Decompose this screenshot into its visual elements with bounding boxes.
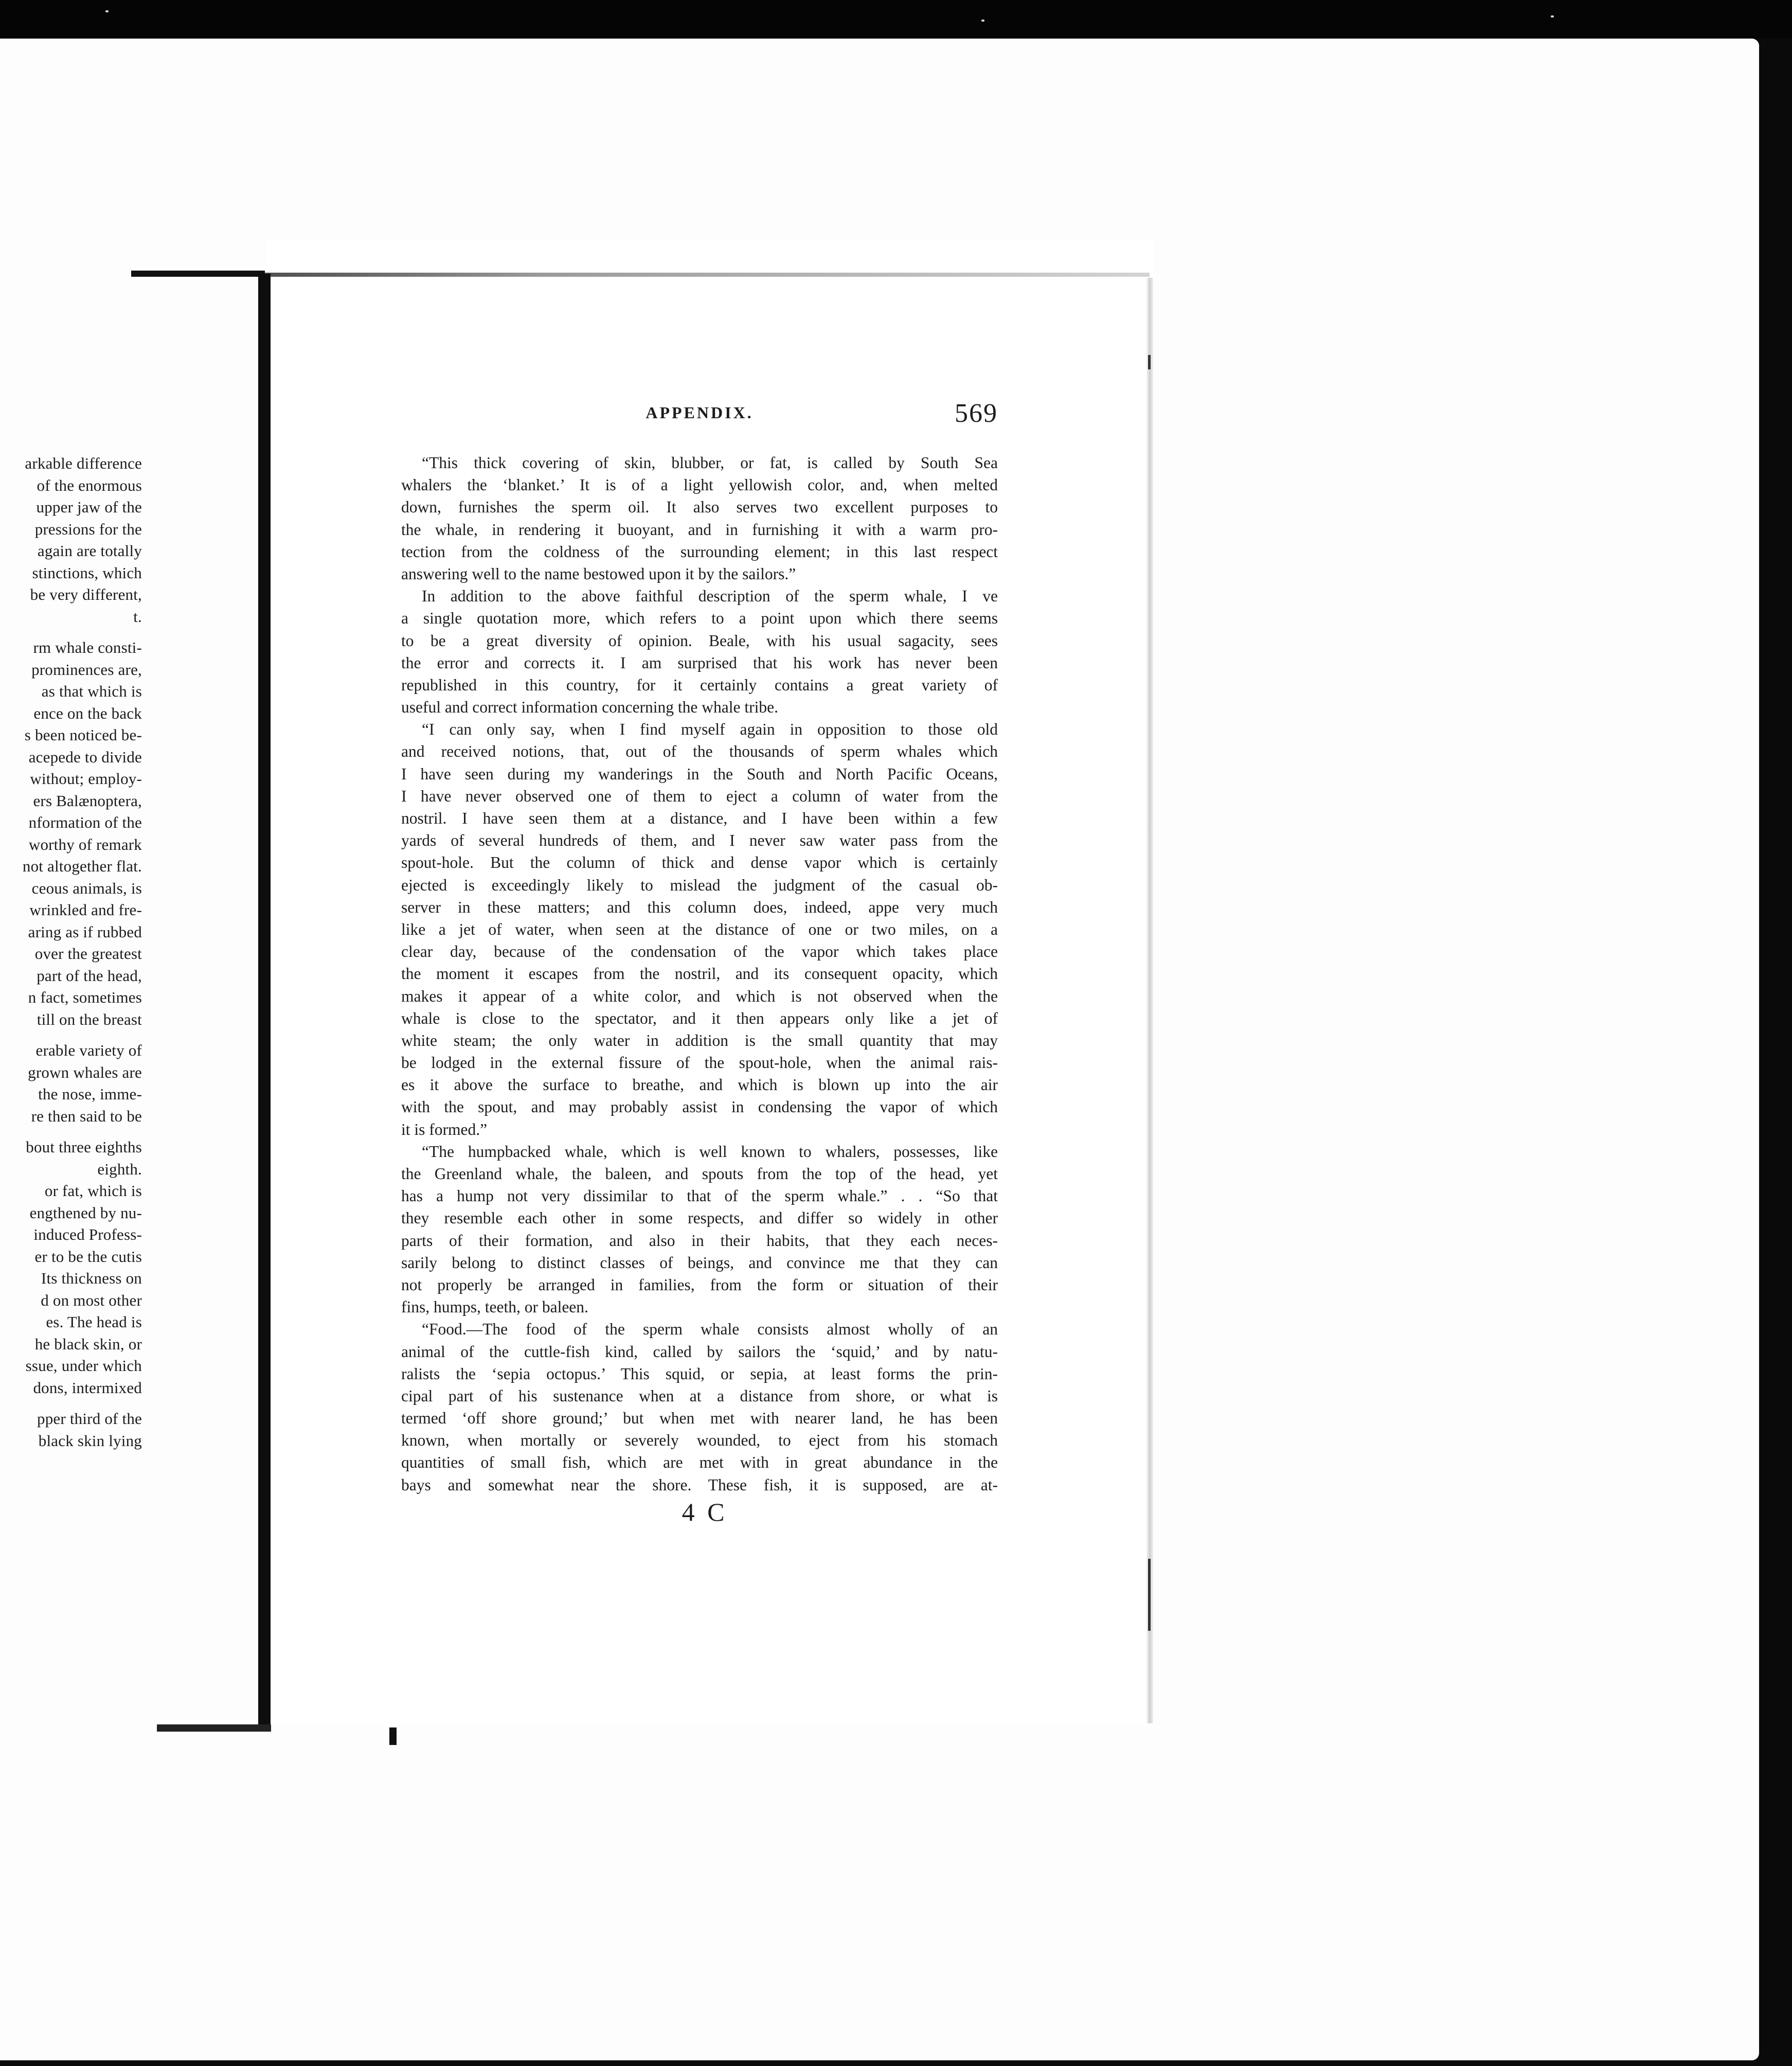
facing-text-line: again are totally [37, 542, 142, 560]
text-line: it is formed.” [401, 1120, 488, 1138]
text-line: fins, humps, teeth, or baleen. [401, 1298, 588, 1316]
facing-text-line: rm whale consti- [33, 638, 142, 656]
film-top-border [0, 0, 1792, 39]
text-line: “This thick covering of skin, blubber, or fat, is called by South Sea [422, 454, 998, 472]
text-line: In addition to the above faithful description of the sperm whale, I ve [422, 587, 998, 605]
text-line: “Food.—The food of the sperm whale consists almost wholly of an [422, 1320, 998, 1339]
facing-text-line: ssue, under which [25, 1357, 142, 1375]
facing-text-line: wrinkled and fre- [29, 901, 142, 919]
facing-text-line: er to be the cutis [34, 1247, 142, 1266]
page-top-edge-dark [131, 271, 265, 277]
text-line: and received notions, that, out of the thousands of sperm whales which [401, 742, 998, 761]
facing-text-line: bout three eighths [26, 1138, 142, 1156]
facing-text-line: till on the breast [37, 1010, 142, 1028]
text-line: es it above the surface to breathe, and which is blown up into the air [401, 1076, 998, 1094]
text-line: they resemble each other in some respects, and differ so widely in other [401, 1209, 998, 1227]
text-line: with the spout, and may probably assist in condensing the vapor of which [401, 1098, 998, 1116]
facing-text-line: erable variety of [35, 1041, 142, 1059]
text-line: animal of the cuttle-fish kind, called by sailors the ‘squid,’ and by natu- [401, 1342, 998, 1361]
facing-text-line: grown whales are [28, 1063, 142, 1081]
text-line: ejected is exceedingly likely to mislead the judgment of the casual ob- [401, 876, 998, 894]
text-line: like a jet of water, when seen at the distance of one or two miles, on a [401, 920, 998, 938]
facing-text-line: ers Balænoptera, [33, 791, 142, 810]
text-line: server in these matters; and this column does, indeed, appe very much [401, 898, 998, 916]
page-body-text [401, 452, 998, 1496]
facing-text-line: n fact, sometimes [28, 988, 142, 1006]
facing-text-line: eighth. [97, 1160, 142, 1178]
text-line: has a hump not very dissimilar to that of the sperm whale.” . . “So that [401, 1187, 998, 1205]
text-line: useful and correct information concerning the whale tribe. [401, 698, 778, 717]
signature-mark: 4 C [682, 1498, 728, 1526]
facing-text-line: without; employ- [30, 770, 142, 788]
film-speck [105, 10, 109, 12]
text-line: whalers the ‘blanket.’ It is of a light yellowish color, and, when melted [401, 476, 998, 494]
facing-text-line: black skin lying [38, 1431, 142, 1450]
facing-text-line: nformation of the [28, 813, 142, 831]
text-line: ralists the ‘sepia octopus.’ This squid, or sepia, at least forms the prin- [401, 1364, 998, 1383]
text-line: the error and corrects it. I am surprised that his work has never been [401, 653, 998, 672]
text-line: “I can only say, when I find myself again in opposition to those old [422, 720, 998, 739]
facing-text-line: acepede to divide [28, 747, 142, 766]
paragraph-gap [0, 1399, 142, 1408]
running-title: APPENDIX. [646, 403, 754, 422]
facing-text-line: worthy of remark [28, 835, 142, 853]
text-line: cipal part of his sustenance when at a distance from shore, or what is [401, 1386, 998, 1405]
facing-text-line: as that which is [41, 682, 142, 700]
text-line: clear day, because of the condensation of the vapor which takes place [401, 942, 998, 961]
facing-text-line: ence on the back [33, 704, 142, 722]
text-line: known, when mortally or severely wounded, to eject from his stomach [401, 1431, 998, 1450]
text-line: yards of several hundreds of them, and I never saw water pass from the [401, 831, 998, 850]
facing-text-line: aring as if rubbed [28, 922, 142, 941]
facing-text-line: pper third of the [37, 1410, 142, 1428]
film-speck [981, 20, 984, 22]
facing-text-line: arkable difference [25, 454, 142, 472]
page-bottom-mark [389, 1727, 397, 1745]
facing-text-line: prominences are, [31, 660, 142, 679]
facing-text-line: stinctions, which [32, 563, 142, 582]
facing-text-line: re then said to be [31, 1107, 142, 1125]
facing-text-line: or fat, which is [44, 1182, 142, 1200]
text-line: white steam; the only water in addition is the small quantity that may [401, 1031, 998, 1049]
facing-text-line: t. [133, 607, 142, 626]
page-right-edge [1146, 278, 1153, 1723]
text-line: answering well to the name bestowed upon it by the sailors.” [401, 564, 796, 583]
facing-text-line: es. The head is [46, 1313, 142, 1331]
text-line: the Greenland whale, the baleen, and spouts from the top of the head, yet [401, 1165, 998, 1183]
facing-page-fragment [0, 453, 142, 1482]
film-speck [1551, 15, 1554, 17]
facing-text-line: not altogether flat. [22, 857, 142, 875]
paragraph-gap [0, 1030, 142, 1040]
text-line: nostril. I have seen them at a distance, and I have been within a few [401, 809, 998, 827]
facing-text-line: engthened by nu- [29, 1203, 142, 1222]
facing-text-line: Its thickness on [41, 1269, 142, 1287]
page-bottom-edge [157, 1724, 271, 1732]
text-line: “The humpbacked whale, which is well known to whalers, possesses, like [422, 1142, 998, 1161]
text-line: sarily belong to distinct classes of beings, and convince me that they can [401, 1253, 998, 1272]
text-line: republished in this country, for it certainly contains a great variety of [401, 675, 998, 694]
text-line: quantities of small fish, which are met with in great abundance in the [401, 1453, 998, 1472]
facing-text-line: of the enormous [37, 476, 142, 494]
page-top-edge [131, 273, 1150, 277]
text-line: to be a great diversity of opinion. Beale, with his usual sagacity, sees [401, 631, 998, 650]
text-line: makes it appear of a white color, and which is not observed when the [401, 987, 998, 1005]
text-line: whale is close to the spectator, and it then appears only like a jet of [401, 1009, 998, 1027]
paragraph-gap [0, 628, 142, 637]
text-line: termed ‘off shore ground;’ but when met with nearer land, he has been [401, 1409, 998, 1428]
facing-text-line: d on most other [41, 1291, 142, 1309]
facing-text-line: he black skin, or [34, 1334, 142, 1353]
facing-text-line: over the greatest [34, 945, 142, 963]
text-line: tection from the coldness of the surrounding element; in this last respect [401, 542, 998, 561]
book-gutter [258, 274, 271, 1724]
facing-text-line: part of the head, [37, 966, 142, 985]
text-line: spout-hole. But the column of thick and dense vapor which is certainly [401, 853, 998, 872]
text-line: the whale, in rendering it buoyant, and in furnishing it with a warm pro- [401, 520, 998, 539]
facing-text-line: ceous animals, is [31, 879, 142, 897]
text-line: down, furnishes the sperm oil. It also serves two excellent purposes to [401, 498, 998, 516]
edge-blemish [1148, 355, 1151, 369]
paragraph-gap [0, 1127, 142, 1136]
text-line: parts of their formation, and also in their habits, that they each neces- [401, 1231, 998, 1250]
facing-text-line: induced Profess- [33, 1225, 142, 1243]
facing-text-line: dons, intermixed [33, 1378, 142, 1397]
text-line: I have seen during my wanderings in the South and North Pacific Oceans, [401, 764, 998, 783]
facing-text-line: pressions for the [34, 520, 142, 538]
facing-text-line: the nose, imme- [38, 1085, 142, 1103]
text-line: be lodged in the external fissure of the spout-hole, when the animal rais- [401, 1054, 998, 1072]
edge-blemish [1148, 1559, 1151, 1631]
text-line: not properly be arranged in families, from the form or situation of their [401, 1275, 998, 1294]
facing-text-line: s been noticed be- [24, 726, 142, 744]
text-line: I have never observed one of them to eject a column of water from the [401, 787, 998, 805]
text-line: a single quotation more, which refers to a point upon which there seems [401, 609, 998, 628]
facing-text-line: upper jaw of the [36, 498, 142, 516]
text-line: the moment it escapes from the nostril, and its consequent opacity, which [401, 965, 998, 983]
running-head [401, 400, 998, 429]
page-number: 569 [955, 399, 998, 428]
facing-text-line: be very different, [30, 585, 142, 603]
text-line: bays and somewhat near the shore. These fish, it is supposed, are at- [401, 1475, 998, 1494]
